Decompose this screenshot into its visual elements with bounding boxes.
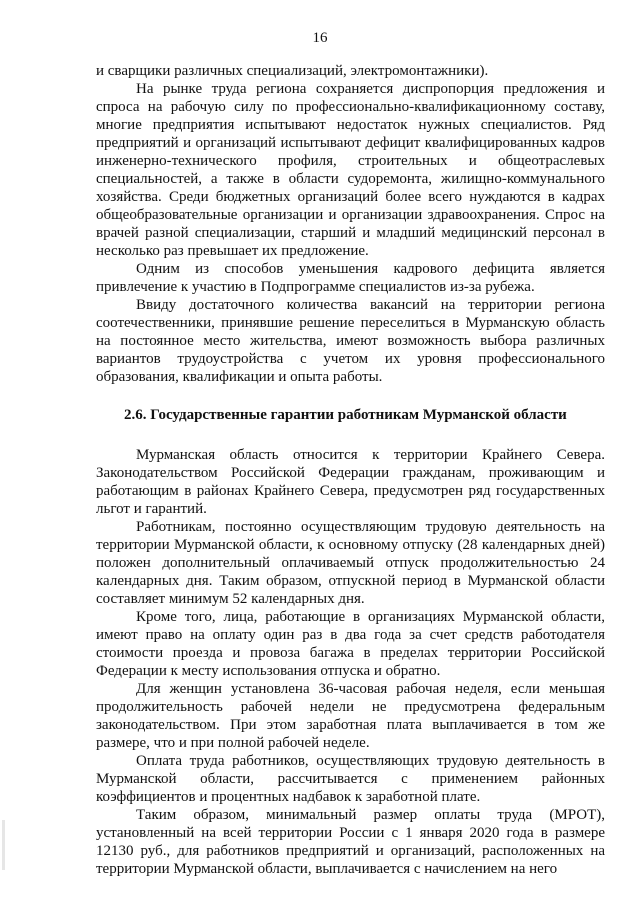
paragraph-work-week: Для женщин установлена 36-часовая рабочая неделя, если меньшая продолжительность рабочей недели не предусмотрена федеральным законодательством. При этом заработная плата выплачивается в том же размере, что и при полной рабочей неделе. (96, 681, 605, 751)
paragraph-travel-payment: Кроме того, лица, работающие в организациях Мурманской области, имеют право на оплату один раз в два года за счет средств работодателя стоимости проезда и провоза багажа в пределах территории Российской Федерации к месту использования отпуска и обратно. (96, 609, 605, 679)
paragraph-wage-coefficients: Оплата труда работников, осуществляющих трудовую деятельность в Мурманской области, рассчитывается с применением районных коэффициентов и процентных надбавок к заработной плате. (96, 753, 605, 805)
paragraph-foreign-specialists: Одним из способов уменьшения кадрового дефицита является привлечение к участию в Подпрограмме специалистов из-за рубежа. (96, 261, 605, 295)
paragraph-vacation: Работникам, постоянно осуществляющим трудовую деятельность на территории Мурманской области, к основному отпуску (28 календарных дней) положен дополнительный оплачиваемый отпуск продолжительностью 24 календарных дня. Таким образом, отпускной период в Мурманской области составляет минимум 52 календарных дня. (96, 519, 605, 607)
section-heading: 2.6. Государственные гарантии работникам Мурманской области (124, 407, 567, 423)
page-number: 16 (312, 30, 328, 46)
paragraph-minimum-wage: Таким образом, минимальный размер оплаты труда (МРОТ), установленный на всей территории России с 1 января 2020 года в размере 12130 руб., для работников предприятий и организаций, расположенных на территории Мурманской области, выплачивается с начислением на него (96, 807, 605, 877)
paragraph-compatriots: Ввиду достаточного количества вакансий на территории региона соотечественники, принявшие решение переселиться в Мурманскую область на постоянное место жительства, имеют возможность выбора различных вариантов трудоустройства с учетом их уровня профессионального образования, квалификации и опыта работы. (96, 297, 605, 385)
paragraph-labor-market: На рынке труда региона сохраняется диспропорция предложения и спроса на рабочую силу по профессионально-квалификационному составу, многие предприятия испытывают недостаток нужных специалистов. Ряд предприятий и организаций испытывают дефицит квалифицированных кадров инженерно-технического профиля, строительных и общеотраслевых специальностей, а также в области судоремонта, жилищно-коммунального хозяйства. Среди бюджетных организаций более всего нуждаются в кадрах общеобразовательные организации и организации здравоохранения. Спрос на врачей разной специализации, старший и младший медицинский персонал в несколько раз превышает их предложение. (96, 81, 605, 259)
document-body (96, 62, 605, 878)
paragraph-continuation: и сварщики различных специализаций, электромонтажники). (96, 63, 489, 79)
paragraph-far-north: Мурманская область относится к территории Крайнего Севера. Законодательством Российской Федерации гражданам, проживающим и работающим в районах Крайнего Севера, предусмотрен ряд государственных льгот и гарантий. (96, 447, 605, 517)
scan-edge-mark (2, 820, 5, 870)
